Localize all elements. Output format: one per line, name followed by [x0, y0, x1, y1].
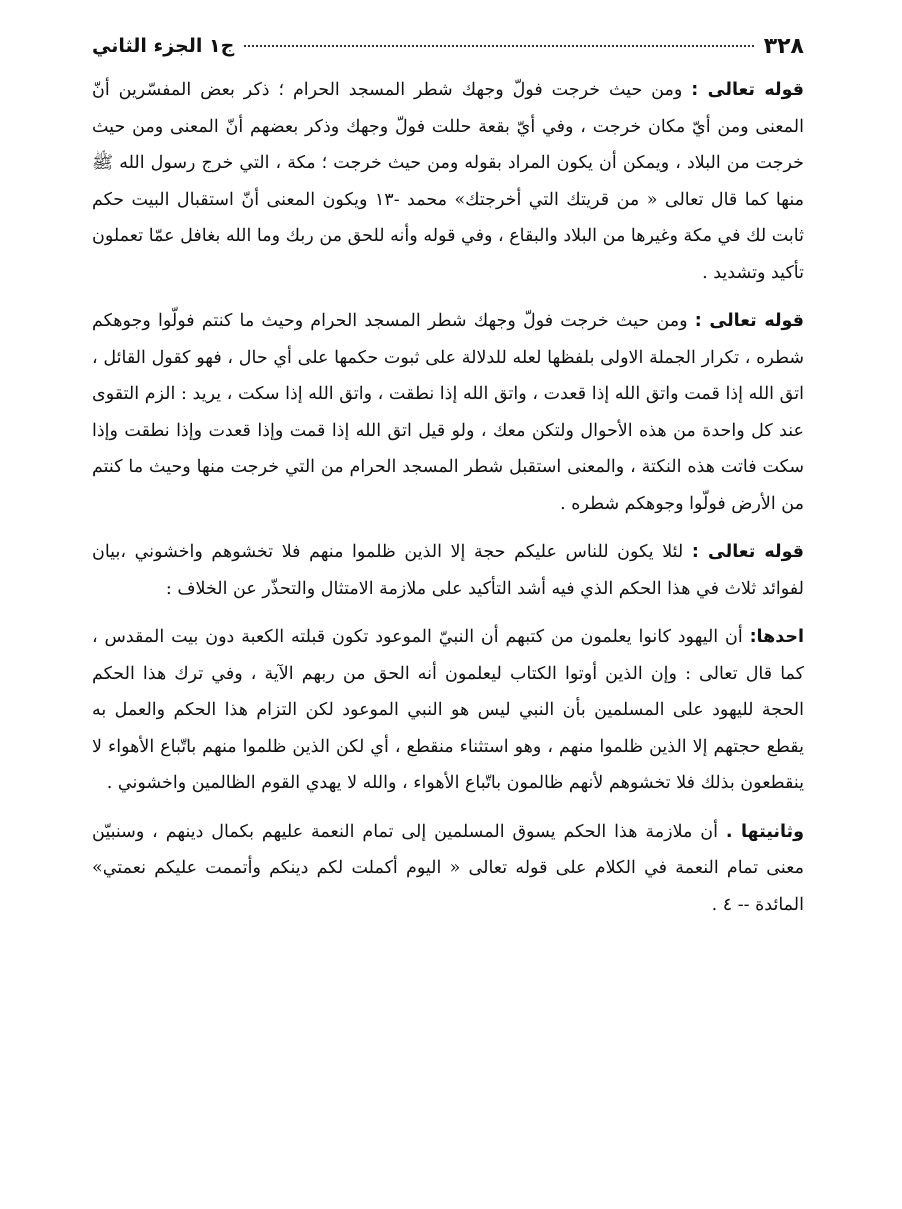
paragraph-5-text: أن ملازمة هذا الحكم يسوق المسلمين إلى تمام النعمة عليهم بكمال دينهم ، وسنبيّن معنى تمام النعمة في الكلام على قوله تعالى « اليوم أكملت لكم دينكم وأتممت عليكم نعمتي» المائدة -- ٤ . — [92, 821, 804, 915]
paragraph-1 — [92, 72, 804, 291]
paragraph-2-text: ومن حيث خرجت فولّ وجهك شطر المسجد الحرام وحيث ما كنتم فولّوا وجوهكم شطره ، تكرار الجملة الاولى بلفظها لعله للدلالة على ثبوت حكمها على أي حال ، فهو كقول القائل ، اتق الله إذا قمت واتق الله إذا قعدت ، واتق الله إذا نطقت ، واتق الله إذا سكت ، يريد : الزم التقوى عند كل واحدة من هذه الأحوال ولتكن معك ، ولو قيل اتق الله إذا قمت وإذا قعدت وإذا نطقت وإذا سكت فاتت هذه النكتة ، والمعنى استقبل شطر المسجد الحرام من التي خرجت منها وحيث ما كنتم من الأرض فولّوا وجوهكم شطره . — [92, 311, 804, 514]
paragraph-5-body — [92, 814, 804, 924]
paragraph-1-body — [92, 72, 804, 291]
header-dotted-leader — [244, 45, 753, 47]
paragraph-3 — [92, 534, 804, 607]
paragraph-4-lead: احدها: — [749, 627, 804, 647]
paragraph-5 — [92, 814, 804, 924]
paragraph-3-lead: قوله تعالى : — [691, 542, 804, 562]
paragraph-2-lead: قوله تعالى : — [694, 311, 804, 331]
document-page — [92, 28, 804, 935]
page-number: ٣٢٨ — [763, 33, 804, 59]
paragraph-4 — [92, 619, 804, 802]
paragraph-4-text: أن اليهود كانوا يعلمون من كتبهم أن النبيّ الموعود تكون قبلته الكعبة دون بيت المقدس ، كما قال تعالى : وإن الذين أوتوا الكتاب ليعلمون أنه الحق من ربهم الآية ، وفي ترك هذا الحكم الحجة لليهود على المسلمين بأن النبي ليس هو النبي الموعود لكن التزام هذا الحكم والعمل به يقطع حجتهم إلا الذين ظلموا منهم ، وهو استثناء منقطع ، أي لكن الذين ظلموا منهم باتّباع الأهواء لا ينقطعون بذلك فلا تخشوهم لأنهم ظالمون باتّباع الأهواء ، والله لا يهدي القوم الظالمين واخشوني . — [92, 627, 804, 793]
paragraph-3-text: لئلا يكون للناس عليكم حجة إلا الذين ظلموا منهم فلا تخشوهم واخشوني ،بيان لفوائد ثلاث في هذا الحكم الذي فيه أشد التأكيد على ملازمة الامتثال والتحذّر عن الخلاف : — [92, 542, 804, 599]
paragraph-5-lead: وثانيتها . — [725, 821, 804, 842]
paragraph-1-text: ومن حيث خرجت فولّ وجهك شطر المسجد الحرام ؛ ذكر بعض المفسّرين أنّ المعنى ومن أيّ مكان خرجت ، وفي أيّ بقعة حللت فولّ وجهك وذكر بعضهم أنّ المعنى ومن حيث خرجت من البلاد ، ويمكن أن يكون المراد بقوله ومن حيث خرجت ؛ مكة ، التي خرج رسول الله ﷺ منها كما قال تعالى « من قريتك التي أخرجتك» محمد -١٣ ويكون المعنى أنّ استقبال البيت حكم ثابت لك في مكة وغيرها من البلاد والبقاع ، وفي قوله وأنه للحق من ربك وما الله بغافل عمّا تعملون تأكيد وتشديد . — [92, 80, 804, 283]
paragraph-3-body — [92, 534, 804, 607]
paragraph-1-lead: قوله تعالى : — [691, 80, 805, 100]
paragraph-2-body — [92, 303, 804, 522]
running-title: ج١ الجزء الثاني — [92, 35, 235, 57]
paragraph-4-body — [92, 619, 804, 802]
paragraph-2 — [92, 303, 804, 522]
page-header — [92, 28, 804, 64]
